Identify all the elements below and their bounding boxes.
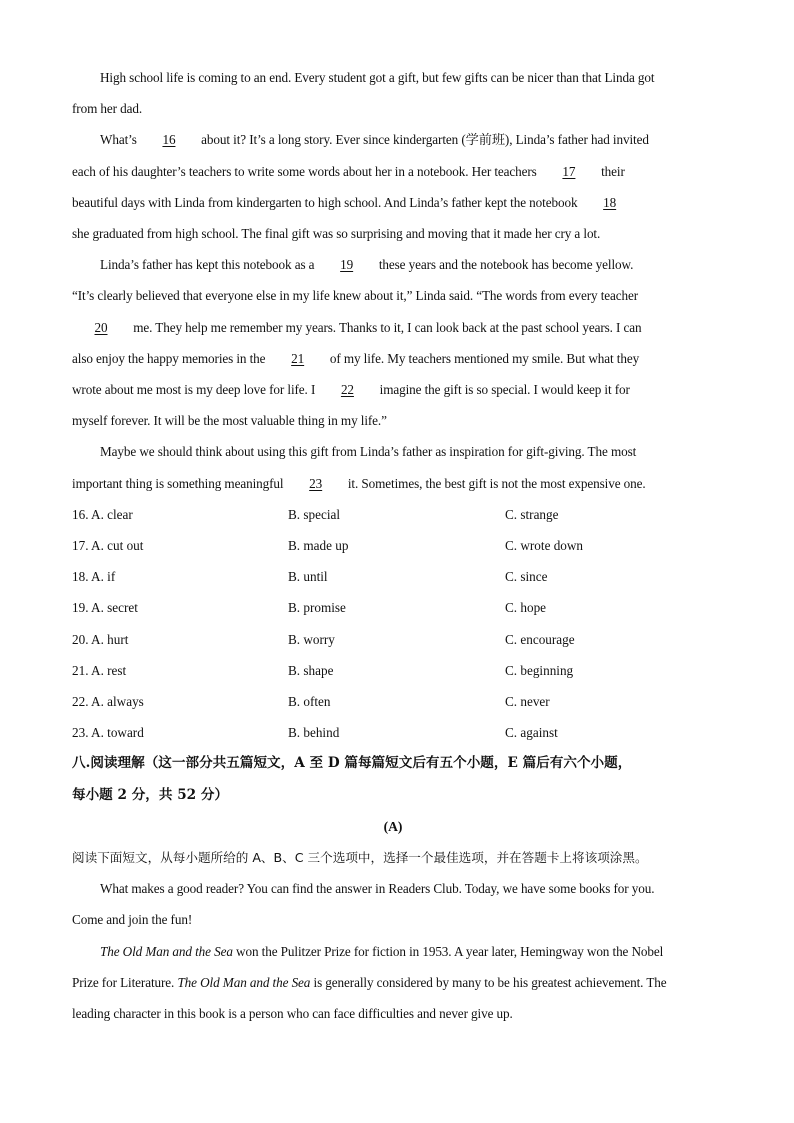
option-c: C. beginning: [505, 662, 574, 678]
option-row-23: [72, 717, 714, 748]
option-c: C. since: [505, 569, 548, 585]
text-segment: wrote about me most is my deep love for life. I: [72, 382, 319, 398]
reading-paragraph-1-line-1: What makes a good reader? You can find the answer in Readers Club. Today, we have some books for you.: [100, 881, 655, 897]
option-row-19: [72, 592, 714, 623]
cloze-paragraph-1-line-2: from her dad.: [72, 101, 143, 117]
option-b: B. behind: [288, 725, 340, 741]
option-b: B. special: [288, 506, 341, 522]
section-heading-line-2: 每小题 2 分，共 52 分）: [72, 786, 229, 803]
option-a: 17. A. cut out: [72, 538, 144, 554]
option-c: C. wrote down: [505, 538, 584, 554]
text-segment: of my life. My teachers mentioned my smile. But what they: [326, 350, 640, 366]
option-row-21: [72, 655, 714, 686]
option-row-22: [72, 686, 714, 717]
cloze-paragraph-3-line-5: [72, 374, 714, 405]
text-segment: imagine the gift is so special. I would keep it for: [376, 382, 630, 398]
text-segment: Prize for Literature.: [72, 974, 178, 990]
text-segment: it. Sometimes, the best gift is not the most expensive one.: [344, 475, 646, 491]
part-label: (A): [383, 818, 403, 834]
cloze-paragraph-3-line-1: [72, 249, 714, 280]
option-b: B. promise: [288, 600, 346, 616]
text-segment: also enjoy the happy memories in the: [72, 350, 269, 366]
cloze-paragraph-4-line-2: [72, 468, 714, 499]
option-a: 16. A. clear: [72, 506, 133, 522]
cloze-paragraph-3-line-2: “It’s clearly believed that everyone else in my life knew about it,” Linda said. “The words from every teacher: [72, 288, 639, 304]
cloze-paragraph-2-line-4: she graduated from high school. The final gift was so surprising and moving that it made her cry a lot.: [72, 226, 601, 242]
option-a: 22. A. always: [72, 693, 144, 709]
reading-paragraph-2-line-3: leading character in this book is a person who can face difficulties and never give up.: [72, 1005, 513, 1021]
blank-19: 19: [340, 257, 354, 273]
blank-18: 18: [603, 194, 617, 210]
option-c: C. never: [505, 693, 550, 709]
options-list: [72, 499, 714, 749]
blank-20: 20: [94, 319, 108, 335]
option-b: B. shape: [288, 662, 334, 678]
option-a: 23. A. toward: [72, 725, 144, 741]
reading-paragraph-2-line-1: [72, 936, 714, 967]
blank-17: 17: [562, 163, 576, 179]
option-b: B. worry: [288, 631, 335, 647]
section-heading-line-1: 八.阅读理解（这一部分共五篇短文，A 至 D 篇每篇短文后有五个小题，E 篇后有六个小题，: [72, 755, 632, 772]
blank-22: 22: [340, 382, 354, 398]
reading-paragraph-1-line-2: Come and join the fun!: [72, 912, 193, 928]
text-segment: Linda’s father has kept this notebook as a: [100, 257, 318, 273]
text-segment: about it? It’s a long story. Ever since kindergarten (学前班), Linda’s father had invited: [197, 132, 649, 148]
option-a: 19. A. secret: [72, 600, 138, 616]
document-page: [72, 62, 714, 1029]
text-segment: is generally considered by many to be his greatest achievement. The: [310, 974, 667, 990]
text-segment: me. They help me remember my years. Thanks to it, I can look back at the past school years. I can: [130, 319, 642, 335]
cloze-paragraph-2-line-1: [72, 124, 714, 155]
reading-paragraph-2-line-2: [72, 967, 714, 998]
option-row-17: [72, 530, 714, 561]
text-segment: important thing is something meaningful: [72, 475, 287, 491]
book-title: The Old Man and the Sea: [100, 943, 233, 959]
cloze-paragraph-2-line-2: [72, 156, 714, 187]
instruction-text: 阅读下面短文，从每小题所给的 A、B、C 三个选项中，选择一个最佳选项，并在答题卡上将该项涂黑。: [72, 849, 648, 865]
option-row-16: [72, 499, 714, 530]
option-row-18: [72, 561, 714, 592]
option-a: 18. A. if: [72, 569, 116, 585]
option-row-20: [72, 624, 714, 655]
option-c: C. encourage: [505, 631, 575, 647]
text-segment: won the Pulitzer Prize for fiction in 1953. A year later, Hemingway won the Nobel: [232, 943, 664, 959]
cloze-paragraph-3-line-6: myself forever. It will be the most valuable thing in my life.”: [72, 413, 387, 429]
text-segment: beautiful days with Linda from kindergarten to high school. And Linda’s father kept the notebook: [72, 194, 581, 210]
blank-21: 21: [291, 350, 305, 366]
text-segment: What’s: [100, 132, 140, 148]
option-c: C. hope: [505, 600, 547, 616]
cloze-paragraph-3-line-4: [72, 343, 714, 374]
cloze-paragraph-1-line-1: High school life is coming to an end. Every student got a gift, but few gifts can be nicer than that Linda got: [100, 70, 655, 85]
blank-23: 23: [309, 475, 323, 491]
option-b: B. until: [288, 569, 328, 585]
cloze-paragraph-4-line-1: Maybe we should think about using this gift from Linda’s father as inspiration for gift-giving. The most: [100, 444, 637, 460]
text-segment: each of his daughter’s teachers to write some words about her in a notebook. Her teachers: [72, 163, 540, 179]
option-c: C. against: [505, 725, 558, 741]
option-b: B. often: [288, 693, 331, 709]
text-segment: these years and the notebook has become yellow.: [375, 257, 634, 273]
book-title: The Old Man and the Sea: [177, 974, 311, 990]
option-a: 20. A. hurt: [72, 631, 129, 647]
option-c: C. strange: [505, 506, 559, 522]
cloze-paragraph-2-line-3: [72, 187, 714, 218]
cloze-paragraph-3-line-3: [72, 312, 714, 343]
text-segment: their: [597, 163, 625, 179]
blank-16: 16: [162, 132, 176, 148]
option-a: 21. A. rest: [72, 662, 127, 678]
option-b: B. made up: [288, 538, 349, 554]
